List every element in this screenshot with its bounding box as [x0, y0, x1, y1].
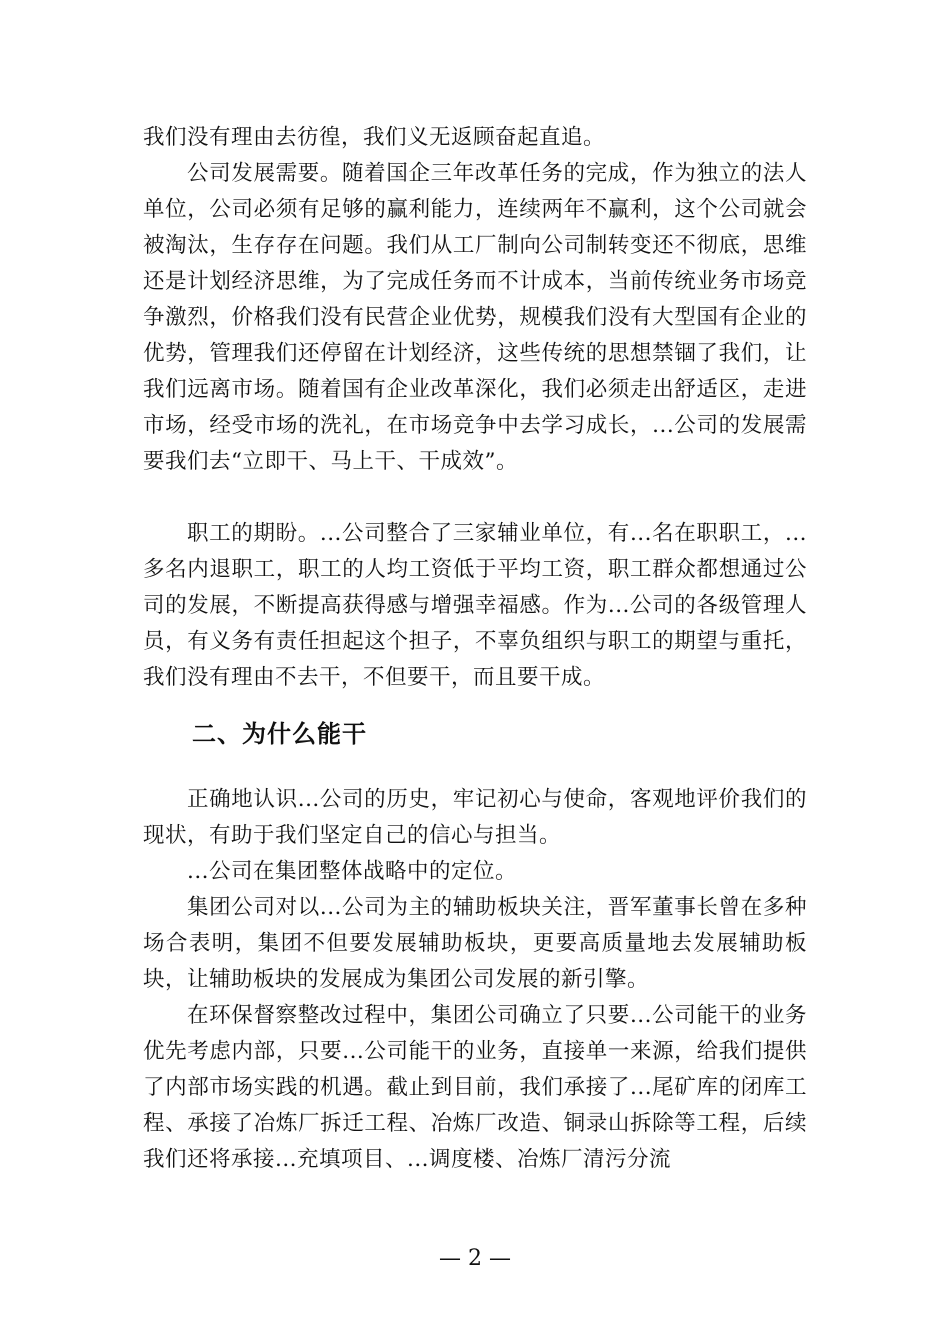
paragraph-environmental-rectification: 在环保督察整改过程中，集团公司确立了只要...公司能干的业务优先考虑内部，只要...公司能干的业务，直接单一来源，给我们提供了内部市场实践的机遇。截止到目前，我们承接了...尾矿库的闭库工程、承接了冶炼厂拆迁工程、冶炼厂改造、铜录山拆除等工程，后续我们还将承接...充填项目、...调度楼、冶炼厂清污分流: [143, 1003, 807, 1172]
paragraph-employee-expectation: 职工的期盼。...公司整合了三家辅业单位，有...名在职职工，...多名内退职工，职工的人均工资低于平均工资，职工群众都想通过公司的发展，不断提高获得感与增强幸福感。作为...公司的各级管理人员，有义务有责任担起这个担子，不辜负组织与职工的期望与重托，我们没有理由不去干，不但要干，而且要干成。: [143, 521, 807, 690]
paragraph-correct-understanding: 正确地认识...公司的历史，牢记初心与使命，客观地评价我们的现状，有助于我们坚定自己的信心与担当。: [143, 787, 807, 848]
page-number: — 2 —: [439, 1246, 511, 1271]
paragraph-group-attention: 集团公司对以...公司为主的辅助板块关注，晋军董事长曾在多种场合表明，集团不但要发展辅助板块，更要高质量地去发展辅助板块，让辅助板块的发展成为集团公司发展的新引擎。: [143, 895, 807, 992]
paragraph-positioning: ...公司在集团整体战略中的定位。: [187, 859, 518, 884]
paragraph-company-development: 公司发展需要。随着国企三年改革任务的完成，作为独立的法人单位，公司必须有足够的赢利能力，连续两年不赢利，这个公司就会被淘汰，生存存在问题。我们从工厂制向公司制转变还不彻底，思维还是计划经济思维，为了完成任务而不计成本，当前传统业务市场竞争激烈，价格我们没有民营企业优势，规模我们没有大型国有企业的优势，管理我们还停留在计划经济，这些传统的思想禁锢了我们，让我们远离市场。随着国有企业改革深化，我们必须走出舒适区，走进市场，经受市场的洗礼，在市场竞争中去学习成长，...公司的发展需要我们去“立即干、马上干、干成效”。: [143, 161, 807, 474]
section-heading: 二、为什么能干: [192, 720, 367, 748]
paragraph-continuation: 我们没有理由去彷徨，我们义无返顾奋起直追。: [143, 125, 606, 150]
